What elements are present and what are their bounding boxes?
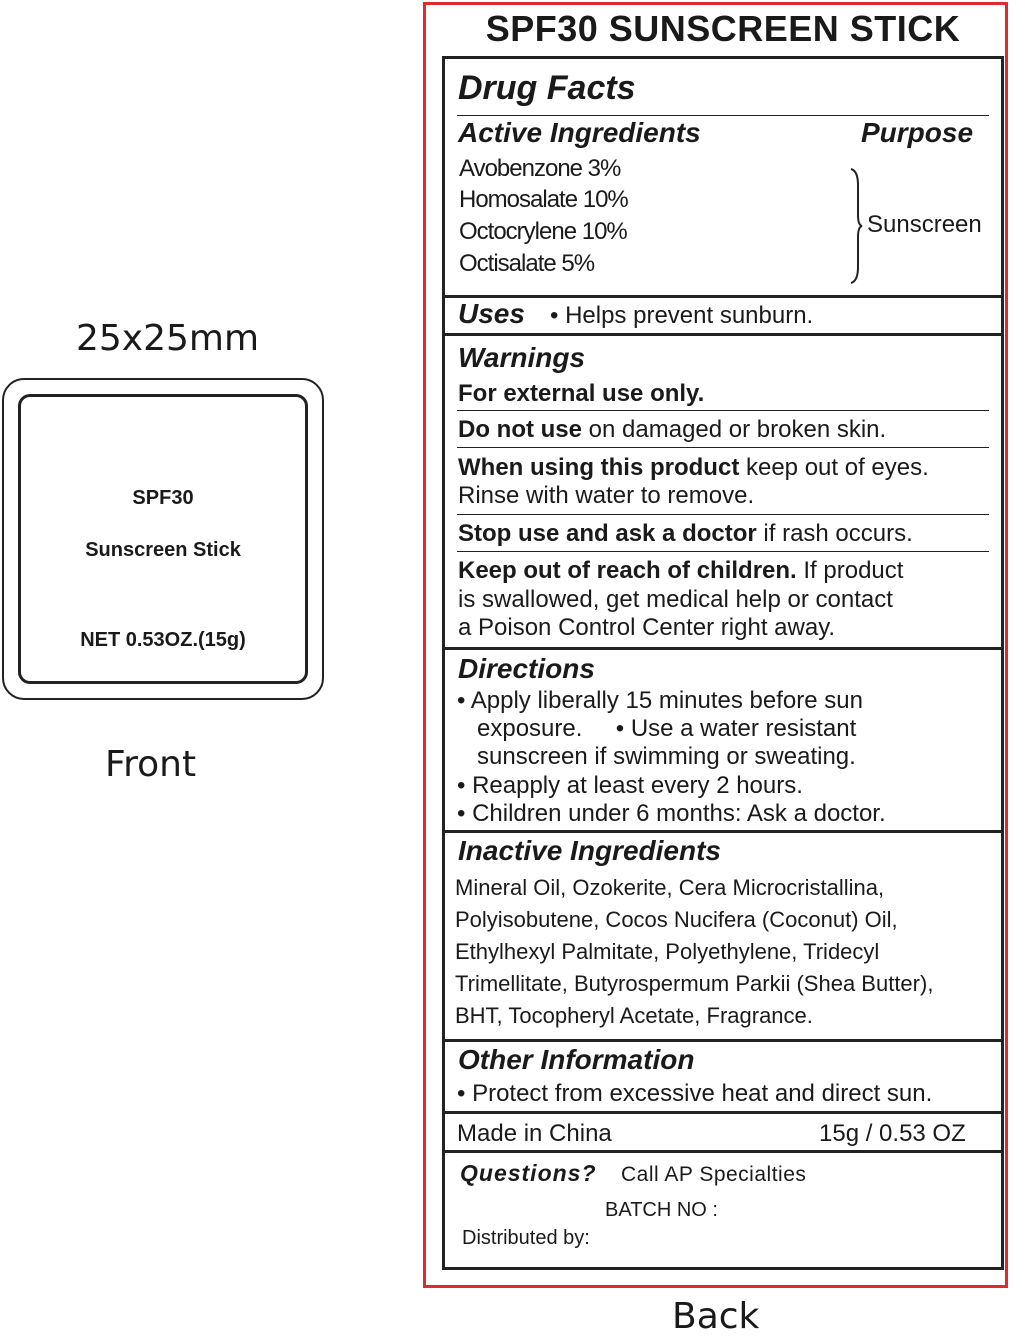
back-title: SPF30 SUNSCREEN STICK [485,8,961,49]
back-caption: Back [672,1296,760,1337]
divider [445,1150,1001,1153]
divider [445,295,1001,298]
when-using-text: When using this product keep out of eyes. [458,454,929,481]
other-information-text: • Protect from excessive heat and direct sun. [457,1080,933,1107]
directions-line: • Children under 6 months: Ask a doctor. [457,800,886,827]
distributed-by-label: Distributed by: [462,1227,590,1249]
front-label-inner [18,394,308,684]
keep-out-text-2: is swallowed, get medical help or contact [458,586,893,613]
do-not-use-text: Do not use on damaged or broken skin. [458,416,887,443]
inactive-line: BHT, Tocopheryl Acetate, Fragrance. [455,1003,813,1028]
net-weight-text: 15g / 0.53 OZ [819,1120,966,1147]
batch-number-label: BATCH NO : [605,1199,718,1221]
front-net-weight: NET 0.53OZ.(15g) [80,629,246,651]
inactive-ingredients-heading: Inactive Ingredients [458,835,721,866]
divider [445,1039,1001,1042]
purpose-text: Sunscreen [867,211,982,238]
inactive-line: Ethylhexyl Palmitate, Polyethylene, Tridecyl [455,939,880,964]
front-caption: Front [105,744,197,785]
divider [445,333,1001,336]
front-product-spf: SPF30 [132,487,194,509]
keep-out-text: Keep out of reach of children. If product [458,557,904,584]
questions-heading: Questions? [460,1160,597,1186]
stop-use-text: Stop use and ask a doctor if rash occurs. [458,520,913,547]
directions-line: • Reapply at least every 2 hours. [457,772,803,799]
inactive-line: Polyisobutene, Cocos Nucifera (Coconut) Oil, [455,907,898,932]
divider [457,551,989,552]
active-ingredient: Octisalate 5% [459,250,595,277]
made-in-text: Made in China [457,1120,612,1147]
when-using-text-2: Rinse with water to remove. [458,482,755,509]
divider [445,647,1001,650]
purpose-heading: Purpose [861,117,974,148]
divider [457,410,989,411]
keep-out-text-3: a Poison Control Center right away. [458,614,836,641]
inactive-line: Trimellitate, Butyrospermum Parkii (Shea Butter), [455,971,934,996]
divider [445,1111,1001,1114]
questions-text: Call AP Specialties [621,1163,807,1186]
front-label [2,378,324,700]
directions-line: • Apply liberally 15 minutes before sun [457,687,863,714]
other-information-heading: Other Information [458,1044,695,1075]
external-use-text: For external use only. [458,380,705,407]
directions-line: sunscreen if swimming or sweating. [457,743,856,770]
divider [457,447,989,448]
inactive-line: Mineral Oil, Ozokerite, Cera Microcristallina, [455,875,885,900]
warnings-heading: Warnings [458,342,586,373]
active-ingredient: Octocrylene 10% [459,218,627,245]
divider [457,115,989,116]
active-ingredient: Homosalate 10% [459,186,628,213]
uses-heading: Uses [458,298,525,329]
uses-text: • Helps prevent sunburn. [550,302,814,329]
front-size-label: 25x25mm [76,318,260,359]
active-ingredient: Avobenzone 3% [459,155,621,182]
divider [445,830,1001,833]
directions-line: exposure. • Use a water resistant [457,715,857,742]
drug-facts-heading: Drug Facts [458,69,636,107]
drug-facts-panel [442,56,1004,1270]
active-ingredients-heading: Active Ingredients [458,117,701,148]
front-product-name: Sunscreen Stick [85,539,241,561]
brace-icon [849,167,863,285]
directions-heading: Directions [458,653,595,684]
divider [457,514,989,515]
